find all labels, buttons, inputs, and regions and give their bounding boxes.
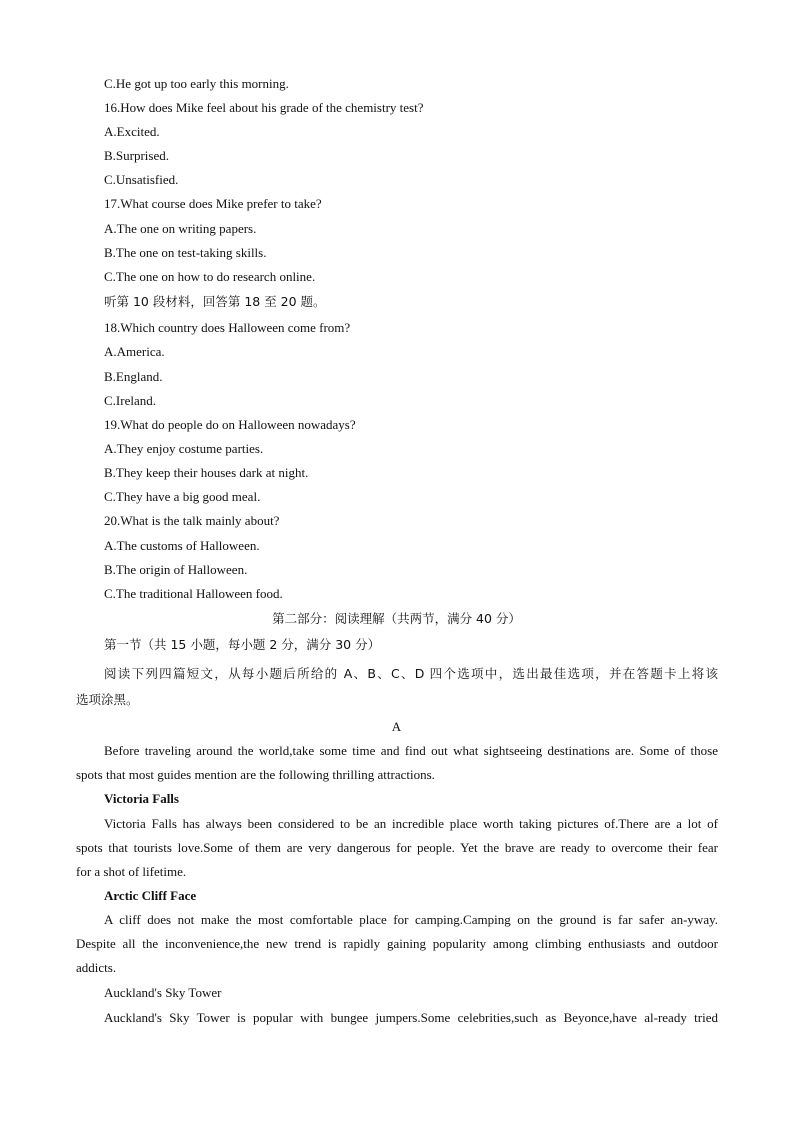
section-one-title: 第一节（共 15 小题，每小题 2 分，满分 30 分） <box>104 637 381 652</box>
auckland-line1: Auckland's Sky Tower is popular with bungee jumpers.Some celebrities,such as Beyonce,have al-ready tried <box>104 1010 718 1025</box>
arctic-line1: A cliff does not make the most comfortable place for camping.Camping on the ground is far safer an-yway. <box>104 912 718 927</box>
auckland-heading: Auckland's Sky Tower <box>104 985 222 1000</box>
q18-option-c: C.Ireland. <box>104 393 156 408</box>
arctic-cliff-heading: Arctic Cliff Face <box>104 888 197 903</box>
q17-option-b: B.The one on test-taking skills. <box>104 245 267 260</box>
q17-option-a: A.The one on writing papers. <box>104 221 257 236</box>
q16-option-c: C.Unsatisfied. <box>104 172 179 187</box>
q16-option-b: B.Surprised. <box>104 148 169 163</box>
reading-instruction-line1: 阅读下列四篇短文，从每小题后所给的 A、B、C、D 四个选项中，选出最佳选项，并在答题卡上将该 <box>104 666 718 681</box>
q15-option-c: C.He got up too early this morning. <box>104 76 289 91</box>
part-two-title: 第二部分：阅读理解（共两节，满分 40 分） <box>272 611 521 626</box>
q20-option-b: B.The origin of Halloween. <box>104 562 248 577</box>
q20-option-c: C.The traditional Halloween food. <box>104 586 283 601</box>
reading-instruction-line2: 选项涂黑。 <box>76 692 139 707</box>
q18-option-a: A.America. <box>104 344 165 359</box>
question-20: 20.What is the talk mainly about? <box>104 513 280 528</box>
q17-option-c: C.The one on how to do research online. <box>104 269 316 284</box>
victoria-falls-heading: Victoria Falls <box>104 791 179 806</box>
q19-option-a: A.They enjoy costume parties. <box>104 441 264 456</box>
passage-label: A <box>391 719 402 734</box>
victoria-line1: Victoria Falls has always been considered to be an incredible place worth taking pictures of.There are a lot of <box>104 816 718 831</box>
arctic-line3: addicts. <box>76 960 117 975</box>
q20-option-a: A.The customs of Halloween. <box>104 538 260 553</box>
victoria-line2: spots that tourists love.Some of them are very dangerous for people. Yet the brave are ready to overcome their fear <box>76 840 718 855</box>
question-16: 16.How does Mike feel about his grade of the chemistry test? <box>104 100 424 115</box>
question-19: 19.What do people do on Halloween nowadays? <box>104 417 356 432</box>
victoria-line3: for a shot of lifetime. <box>76 864 187 879</box>
intro-line1: Before traveling around the world,take some time and find out what sightseeing destinations are. Some of those <box>104 743 718 758</box>
section-10-instruction: 听第 10 段材料，回答第 18 至 20 题。 <box>104 294 326 309</box>
question-17: 17.What course does Mike prefer to take? <box>104 196 322 211</box>
intro-line2: spots that most guides mention are the following thrilling attractions. <box>76 767 435 782</box>
arctic-line2: Despite all the inconvenience,the new trend is rapidly gaining popularity among climbing enthusiasts and outdoor <box>76 936 718 951</box>
question-18: 18.Which country does Halloween come from? <box>104 320 351 335</box>
q18-option-b: B.England. <box>104 369 163 384</box>
q19-option-b: B.They keep their houses dark at night. <box>104 465 309 480</box>
q19-option-c: C.They have a big good meal. <box>104 489 261 504</box>
q16-option-a: A.Excited. <box>104 124 160 139</box>
